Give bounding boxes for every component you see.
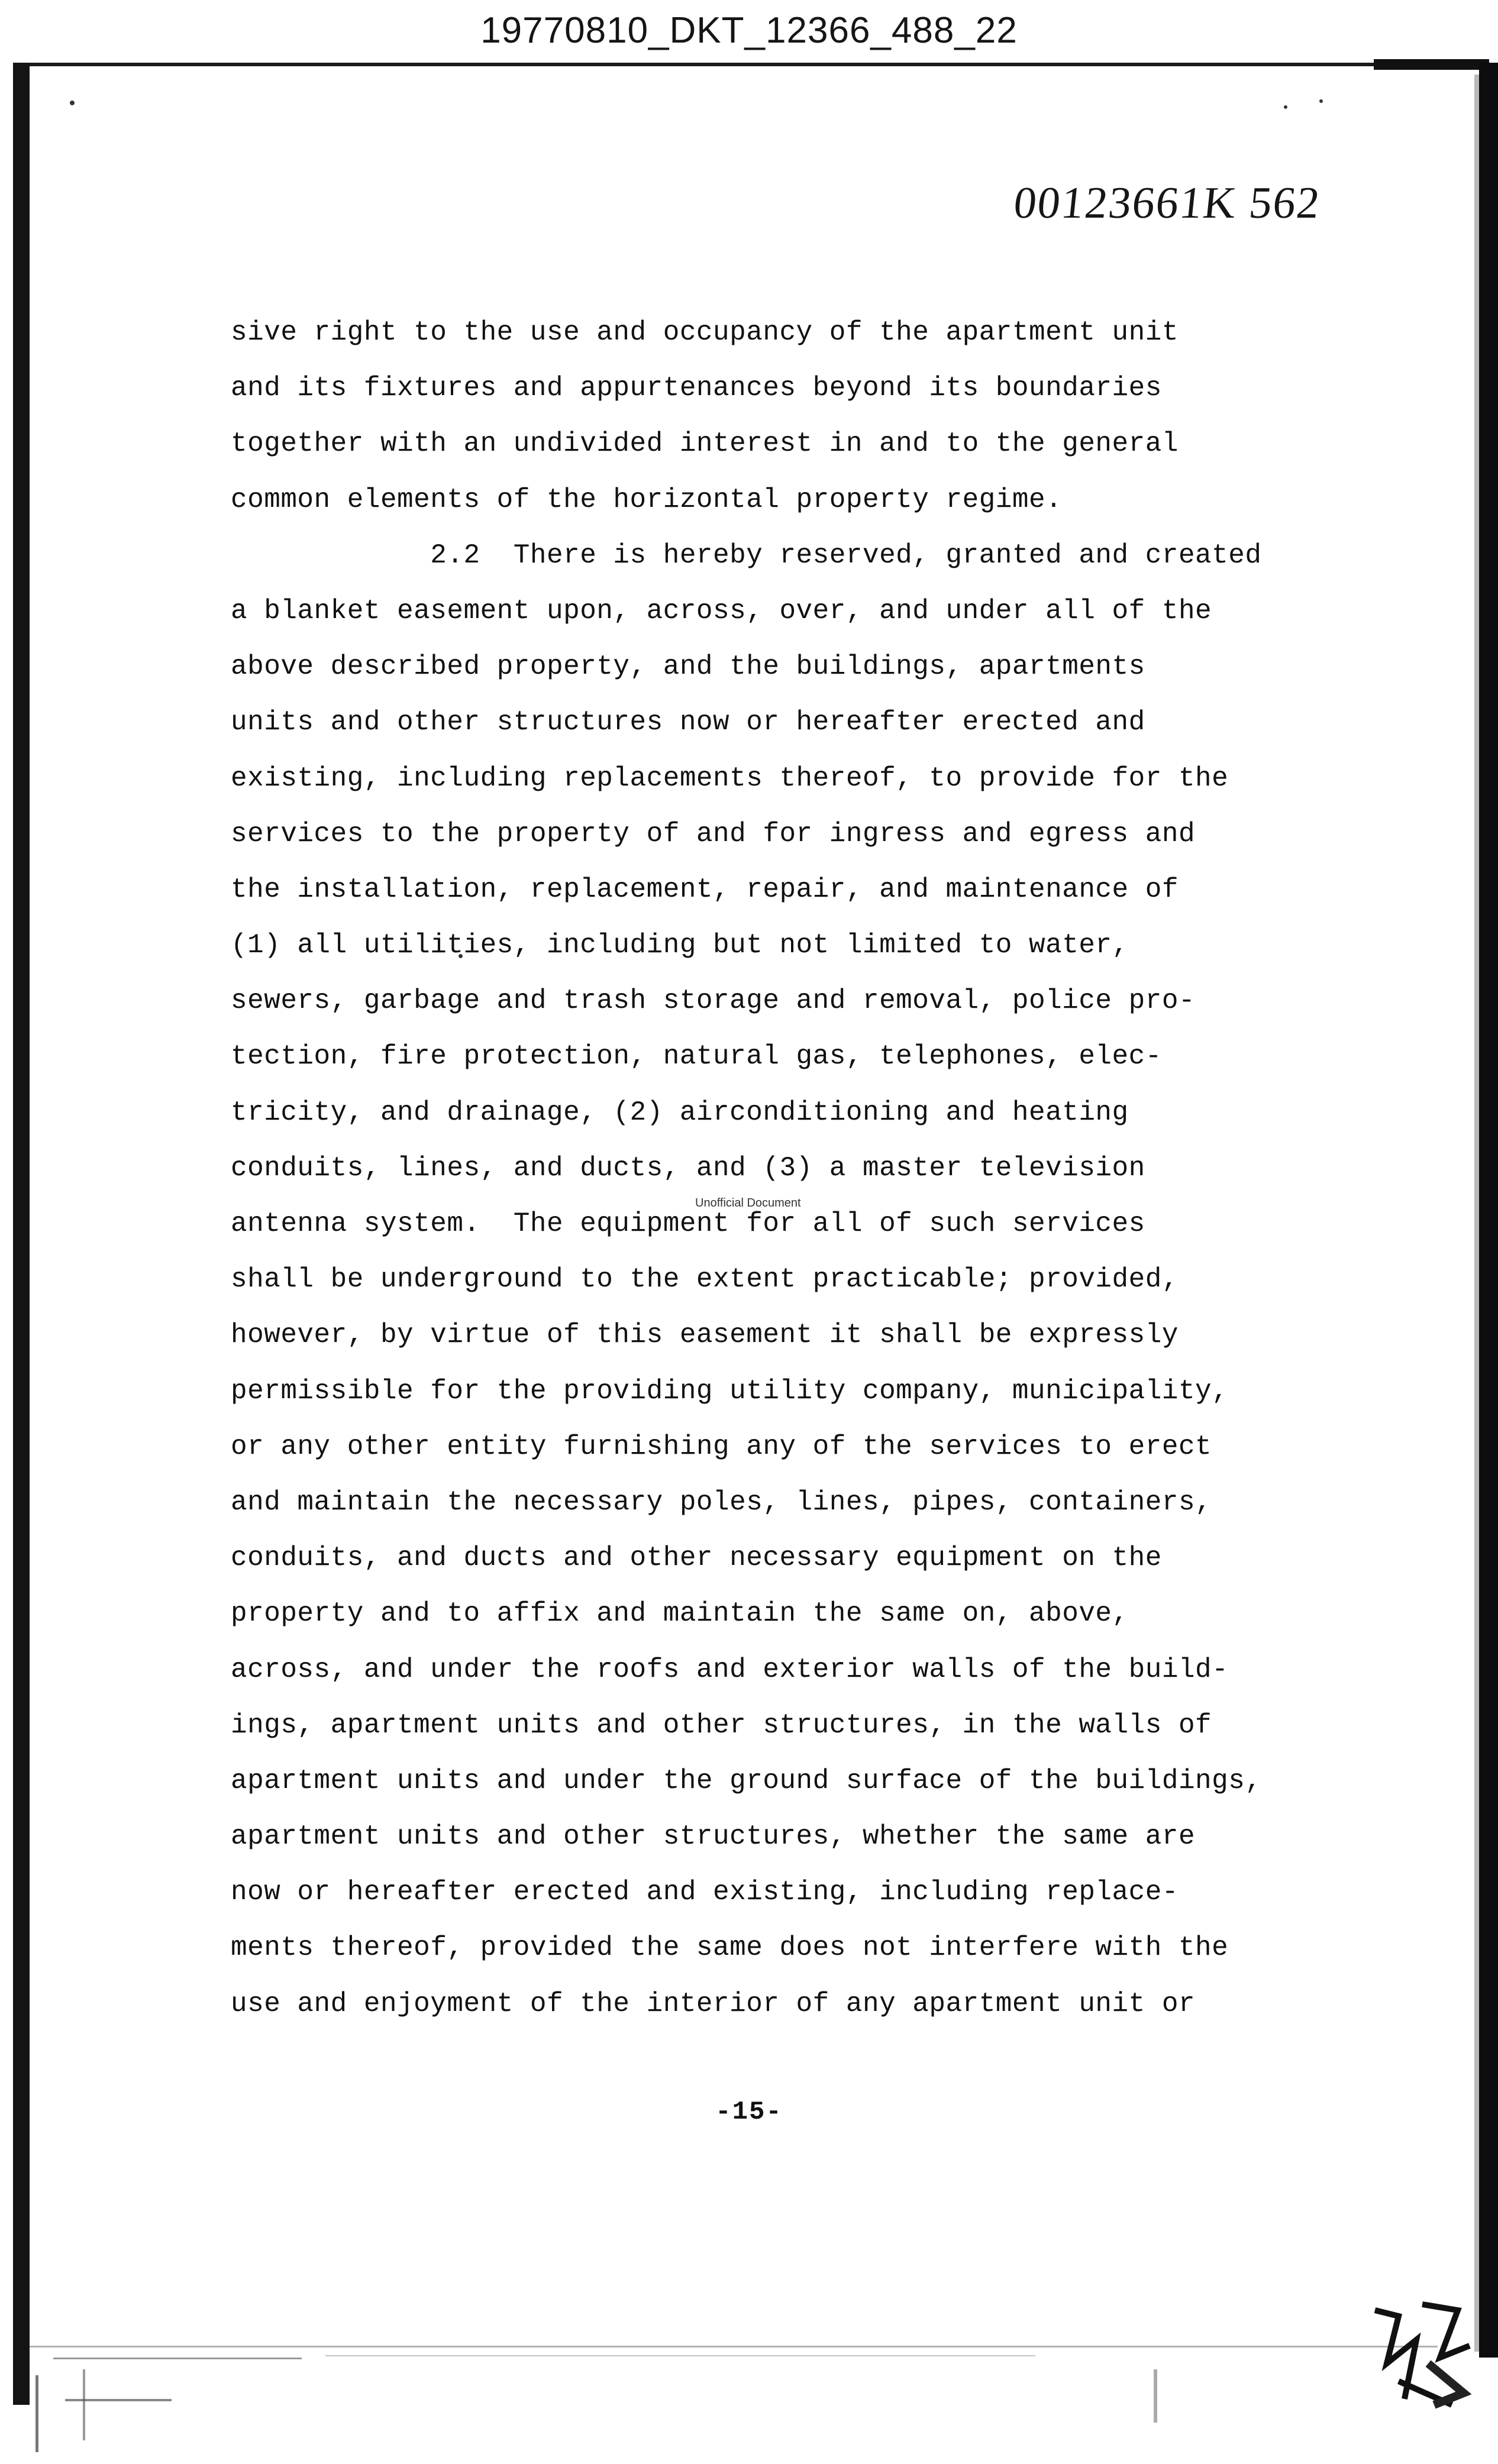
body-line: the installation, replacement, repair, and maintenance of xyxy=(231,874,1179,905)
body-line: tricity, and drainage, (2) airconditioning and heating xyxy=(231,1097,1129,1128)
noise-line xyxy=(1154,2369,1157,2423)
body-line: property and to affix and maintain the same on, above, xyxy=(231,1598,1129,1629)
document-body xyxy=(231,305,1378,2032)
page-number: -15- xyxy=(715,2097,783,2127)
body-line: sive right to the use and occupancy of the apartment unit xyxy=(231,317,1179,348)
body-line: use and enjoyment of the interior of any apartment unit or xyxy=(231,1988,1196,2019)
body-line: or any other entity furnishing any of the services to erect xyxy=(231,1431,1212,1462)
noise-line xyxy=(35,2375,38,2452)
body-line: (1) all utilities, including but not limited to water, xyxy=(231,930,1129,961)
frame-left-border xyxy=(13,63,30,2405)
body-line: ments thereof, provided the same does not interfere with the xyxy=(231,1932,1229,1964)
body-line: and its fixtures and appurtenances beyond its boundaries xyxy=(231,373,1162,404)
recording-stamp: 00123661K 562 xyxy=(1011,178,1323,228)
body-line: 2.2 There is hereby reserved, granted and created xyxy=(231,539,1262,571)
document-header: 19770810_DKT_12366_488_22 xyxy=(480,10,1018,51)
body-line: ings, apartment units and other structures, in the walls of xyxy=(231,1709,1212,1741)
body-line: services to the property of and for ingress and egress and xyxy=(231,818,1196,849)
noise-line xyxy=(83,2369,85,2440)
body-line: apartment units and under the ground surface of the buildings, xyxy=(231,1765,1262,1796)
frame-right-shadow xyxy=(1474,75,1479,2352)
body-line: sewers, garbage and trash storage and removal, police pro- xyxy=(231,985,1196,1017)
body-line: permissible for the providing utility company, municipality, xyxy=(231,1375,1229,1406)
noise-line xyxy=(325,2355,1035,2356)
body-line: existing, including replacements thereof, to provide for the xyxy=(231,762,1229,794)
body-line: together with an undivided interest in and to the general xyxy=(231,428,1179,460)
speck-3 xyxy=(1319,99,1323,103)
body-line: shall be underground to the extent practicable; provided, xyxy=(231,1264,1179,1295)
unofficial-watermark: Unofficial Document xyxy=(695,1197,801,1210)
body-line: apartment units and other structures, whether the same are xyxy=(231,1821,1196,1852)
body-line: common elements of the horizontal property regime. xyxy=(231,484,1063,515)
body-line: conduits, lines, and ducts, and (3) a master television xyxy=(231,1152,1145,1184)
noise-line xyxy=(65,2399,172,2401)
frame-top-border xyxy=(13,63,1486,66)
body-line: however, by virtue of this easement it shall be expressly xyxy=(231,1320,1179,1351)
body-line: a blanket easement upon, across, over, and under all of the xyxy=(231,595,1212,626)
noise-line xyxy=(53,2358,302,2359)
body-line: above described property, and the buildings, apartments xyxy=(231,651,1145,683)
body-line: and maintain the necessary poles, lines, pipes, containers, xyxy=(231,1486,1212,1518)
noise-line xyxy=(30,2346,1438,2347)
frame-top-corner xyxy=(1374,59,1489,70)
body-line: units and other structures now or hereafter erected and xyxy=(231,707,1145,738)
frame-right-border xyxy=(1479,63,1498,2358)
body-line: conduits, and ducts and other necessary equipment on the xyxy=(231,1543,1162,1574)
body-line: antenna system. The equipment for all of such services xyxy=(231,1208,1145,1239)
bottom-scan-noise xyxy=(30,2334,1473,2464)
corner-scribble xyxy=(1363,2292,1476,2411)
body-line: now or hereafter erected and existing, including replace- xyxy=(231,1877,1179,1908)
body-line: across, and under the roofs and exterior walls of the build- xyxy=(231,1654,1229,1685)
speck-2 xyxy=(1284,105,1287,109)
speck-1 xyxy=(70,101,75,105)
body-line: tection, fire protection, natural gas, telephones, elec- xyxy=(231,1041,1162,1072)
